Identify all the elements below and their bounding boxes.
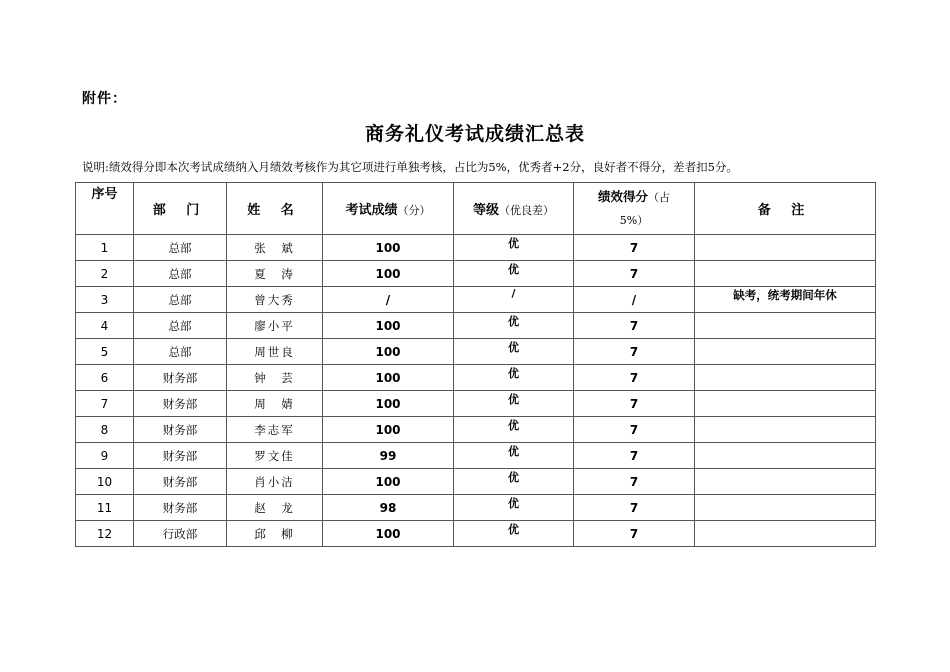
cell-remark bbox=[695, 443, 876, 469]
cell-perf: 7 bbox=[574, 339, 695, 365]
cell-score: 100 bbox=[323, 469, 454, 495]
table-row bbox=[76, 235, 876, 261]
cell-perf: 7 bbox=[574, 261, 695, 287]
cell-remark bbox=[695, 365, 876, 391]
cell-name: 张 斌 bbox=[227, 235, 323, 261]
cell-seq: 10 bbox=[76, 469, 134, 495]
header-perf bbox=[574, 183, 695, 235]
cell-score: 100 bbox=[323, 365, 454, 391]
header-score bbox=[323, 183, 454, 235]
table-body bbox=[76, 235, 876, 547]
cell-score: 100 bbox=[323, 261, 454, 287]
cell-grade: 优 bbox=[454, 339, 574, 365]
cell-grade: 优 bbox=[454, 365, 574, 391]
cell-score: 100 bbox=[323, 521, 454, 547]
cell-name: 邱 柳 bbox=[227, 521, 323, 547]
cell-name: 周 婧 bbox=[227, 391, 323, 417]
page-title: 商务礼仪考试成绩汇总表 bbox=[364, 123, 585, 145]
table-row bbox=[76, 339, 876, 365]
header-grade-options: （优良差） bbox=[499, 204, 554, 217]
cell-seq: 1 bbox=[76, 235, 134, 261]
cell-perf: 7 bbox=[574, 469, 695, 495]
cell-remark: 缺考，统考期间年休 bbox=[695, 287, 876, 313]
table-row bbox=[76, 365, 876, 391]
cell-perf: 7 bbox=[574, 443, 695, 469]
header-row bbox=[76, 183, 876, 235]
cell-remark bbox=[695, 417, 876, 443]
header-dept: 部 门 bbox=[134, 183, 227, 235]
cell-perf: 7 bbox=[574, 495, 695, 521]
cell-dept: 总部 bbox=[134, 287, 227, 313]
cell-name: 夏 涛 bbox=[227, 261, 323, 287]
cell-grade: 优 bbox=[454, 417, 574, 443]
cell-grade: 优 bbox=[454, 495, 574, 521]
header-name: 姓 名 bbox=[227, 183, 323, 235]
cell-perf: / bbox=[574, 287, 695, 313]
cell-score: 100 bbox=[323, 417, 454, 443]
cell-grade: 优 bbox=[454, 391, 574, 417]
header-perf-label: 绩效得分 bbox=[597, 188, 648, 204]
table-row bbox=[76, 521, 876, 547]
cell-dept: 行政部 bbox=[134, 521, 227, 547]
cell-remark bbox=[695, 469, 876, 495]
cell-perf: 7 bbox=[574, 521, 695, 547]
cell-grade: 优 bbox=[454, 313, 574, 339]
header-remark: 备 注 bbox=[695, 183, 876, 235]
cell-name: 赵 龙 bbox=[227, 495, 323, 521]
cell-dept: 财务部 bbox=[134, 417, 227, 443]
cell-dept: 财务部 bbox=[134, 495, 227, 521]
cell-score: 99 bbox=[323, 443, 454, 469]
cell-dept: 总部 bbox=[134, 339, 227, 365]
table-row bbox=[76, 391, 876, 417]
cell-seq: 7 bbox=[76, 391, 134, 417]
cell-remark bbox=[695, 235, 876, 261]
cell-grade: 优 bbox=[454, 235, 574, 261]
cell-grade: 优 bbox=[454, 261, 574, 287]
header-score-unit: （分） bbox=[397, 204, 431, 217]
cell-dept: 财务部 bbox=[134, 365, 227, 391]
cell-seq: 4 bbox=[76, 313, 134, 339]
cell-perf: 7 bbox=[574, 235, 695, 261]
cell-dept: 总部 bbox=[134, 261, 227, 287]
cell-remark bbox=[695, 261, 876, 287]
cell-seq: 9 bbox=[76, 443, 134, 469]
cell-score: 100 bbox=[323, 339, 454, 365]
cell-name: 廖小平 bbox=[227, 313, 323, 339]
cell-seq: 11 bbox=[76, 495, 134, 521]
header-grade bbox=[454, 183, 574, 235]
header-score-label: 考试成绩 bbox=[345, 203, 398, 218]
cell-remark bbox=[695, 521, 876, 547]
cell-grade: 优 bbox=[454, 443, 574, 469]
cell-name: 肖小洁 bbox=[227, 469, 323, 495]
cell-dept: 财务部 bbox=[134, 443, 227, 469]
cell-remark bbox=[695, 339, 876, 365]
cell-perf: 7 bbox=[574, 365, 695, 391]
header-grade-label: 等级 bbox=[472, 203, 499, 218]
table-row bbox=[76, 469, 876, 495]
cell-seq: 8 bbox=[76, 417, 134, 443]
attachment-label: 附件： bbox=[82, 91, 127, 107]
cell-dept: 总部 bbox=[134, 313, 227, 339]
cell-name: 李志军 bbox=[227, 417, 323, 443]
cell-remark bbox=[695, 391, 876, 417]
header-perf-note-a: （占 bbox=[648, 190, 670, 204]
cell-seq: 12 bbox=[76, 521, 134, 547]
table-row bbox=[76, 261, 876, 287]
cell-score: 100 bbox=[323, 313, 454, 339]
cell-grade: / bbox=[454, 287, 574, 313]
cell-perf: 7 bbox=[574, 313, 695, 339]
cell-score: 98 bbox=[323, 495, 454, 521]
table-row bbox=[76, 287, 876, 313]
cell-grade: 优 bbox=[454, 521, 574, 547]
table-row bbox=[76, 443, 876, 469]
explanation-note: 说明:绩效得分即本次考试成绩纳入月绩效考核作为其它项进行单独考核，占比为5%，优秀者+2分，良好者不得分，差者扣5分。 bbox=[82, 160, 738, 174]
cell-perf: 7 bbox=[574, 417, 695, 443]
cell-remark bbox=[695, 495, 876, 521]
cell-score: / bbox=[323, 287, 454, 313]
cell-remark bbox=[695, 313, 876, 339]
cell-score: 100 bbox=[323, 391, 454, 417]
cell-name: 周世良 bbox=[227, 339, 323, 365]
cell-seq: 5 bbox=[76, 339, 134, 365]
cell-seq: 6 bbox=[76, 365, 134, 391]
table-header bbox=[76, 183, 876, 235]
cell-dept: 总部 bbox=[134, 235, 227, 261]
cell-name: 钟 芸 bbox=[227, 365, 323, 391]
cell-seq: 3 bbox=[76, 287, 134, 313]
cell-dept: 财务部 bbox=[134, 391, 227, 417]
cell-name: 罗文佳 bbox=[227, 443, 323, 469]
cell-seq: 2 bbox=[76, 261, 134, 287]
cell-grade: 优 bbox=[454, 469, 574, 495]
table-row bbox=[76, 313, 876, 339]
cell-score: 100 bbox=[323, 235, 454, 261]
header-seq: 序号 bbox=[76, 183, 134, 235]
cell-perf: 7 bbox=[574, 391, 695, 417]
cell-dept: 财务部 bbox=[134, 469, 227, 495]
table-row bbox=[76, 417, 876, 443]
table-row bbox=[76, 495, 876, 521]
cell-name: 曾大秀 bbox=[227, 287, 323, 313]
scores-table bbox=[75, 182, 876, 547]
header-perf-note-b: 5%） bbox=[619, 213, 649, 227]
